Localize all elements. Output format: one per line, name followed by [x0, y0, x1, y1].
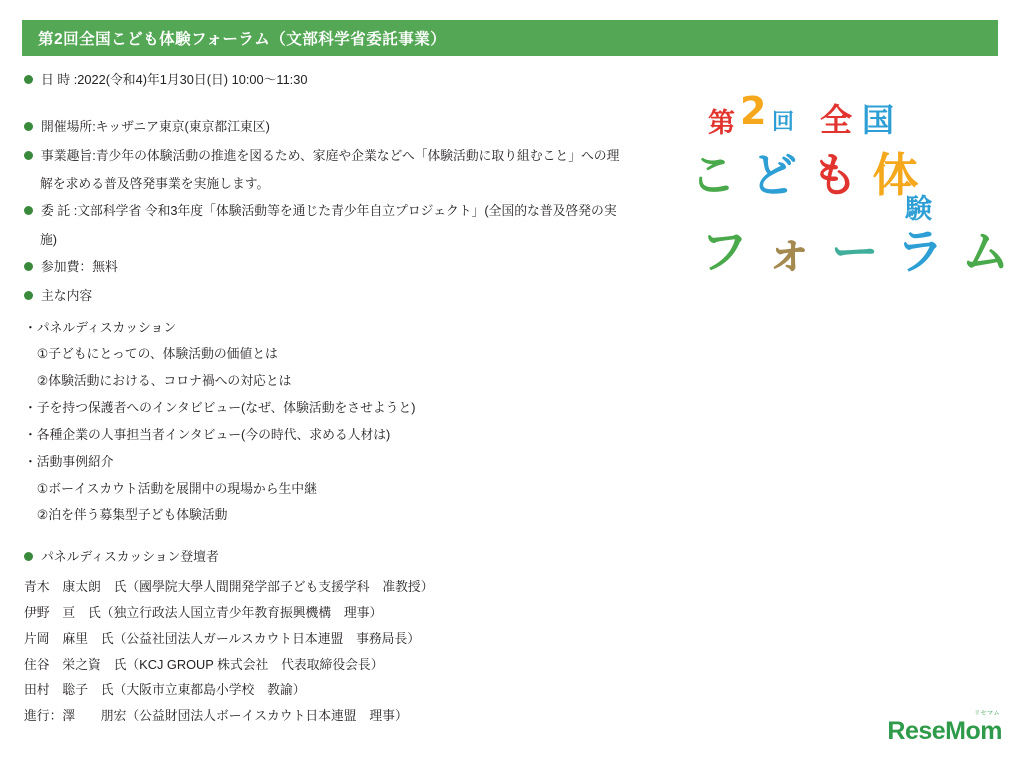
bullet-dot-icon — [24, 291, 33, 300]
bullet-label: 委 託 :文部科学省 令和3年度「体験活動等を通じた青少年自立プロジェクト」(全国的な普及啓発の実 — [41, 203, 617, 219]
bullet-dot-icon — [24, 206, 33, 215]
page-title: 第2回全国こども体験フォーラム（文部科学省委託事業） — [38, 31, 447, 48]
bullet-dot-icon — [24, 262, 33, 271]
header-banner — [22, 20, 998, 56]
list-item: 伊野 亘 氏（独立行政法人国立青少年教育振興機構 理事） — [24, 604, 383, 620]
watermark-part2-text: Mom — [945, 717, 1002, 745]
list-item: 青木 康太朗 氏（國學院大學人間開発学部子ども支援学科 准教授） — [24, 579, 434, 595]
watermark-logo — [887, 711, 1002, 746]
logo-char: こ — [690, 149, 737, 201]
list-item: ・各種企業の人事担当者インタビュー(今の時代、求める人材は) — [24, 426, 391, 442]
bullet-item-commission — [24, 201, 674, 221]
list-item: ・パネルディスカッション — [24, 319, 177, 335]
watermark-subtext: リセマム — [974, 711, 1000, 717]
list-item: 進行：澤 朋宏（公益財団法人ボーイスカウト日本連盟 理事） — [24, 708, 408, 724]
list-item: ①ボーイスカウト活動を展開中の現場から生中継 — [24, 480, 317, 496]
logo-char-koku: 国 — [862, 102, 895, 138]
logo-char: も — [811, 149, 859, 201]
logo-line-3 — [700, 213, 1011, 282]
main-content — [24, 70, 674, 732]
speaker-list — [24, 577, 674, 726]
logo-char-ken: 験 — [905, 194, 932, 224]
panel-speakers-heading — [24, 547, 674, 567]
bullet-label: 開催場所:キッザニア東京(東京都江東区) — [41, 118, 270, 134]
bullet-dot-icon — [24, 122, 33, 131]
logo-char-number: 2 — [740, 89, 767, 133]
logo-char-dai: 第 — [708, 108, 735, 139]
list-item: 片岡 麻里 氏（公益社団法人ガールスカウト日本連盟 事務局長） — [24, 630, 421, 646]
logo-char: ラ — [896, 226, 947, 279]
bullet-item-venue — [24, 117, 674, 137]
list-item: 住谷 栄之資 氏（KCJ GROUP 株式会社 代表取締役会長） — [24, 656, 384, 672]
spacer — [24, 99, 674, 117]
logo-line-1 — [698, 89, 988, 141]
list-item: 田村 聡子 氏（大阪市立東都島小学校 教諭） — [24, 682, 306, 698]
bullet-item-contents — [24, 286, 674, 306]
logo-char: ム — [961, 226, 1012, 279]
list-item: ②泊を伴う募集型子ども体験活動 — [24, 507, 228, 523]
bullet-label: 日 時 :2022(令和4)年1月30日(日) 10:00〜11:30 — [41, 72, 308, 87]
list-item: ①子どもにとっての、体験活動の価値とは — [24, 346, 278, 362]
list-item: ・子を持つ保護者へのインタビビュー(なぜ、体験活動をさせようと) — [24, 400, 416, 416]
bullet-commission-continuation: 施) — [40, 232, 58, 248]
bullet-label: 事業趣旨:青少年の体験活動の推進を図るため、家庭や企業などへ「体験活動に取り組むこと」への理 — [41, 147, 620, 163]
bullet-label: 主な内容 — [41, 287, 93, 303]
bullet-item-datetime — [24, 70, 674, 90]
logo-char: 体 — [872, 149, 920, 201]
panel-heading-label: パネルディスカッション登壇者 — [41, 549, 219, 565]
logo-char: ど — [750, 149, 798, 201]
bullet-dot-icon — [24, 552, 33, 561]
logo-char-kai: 回 — [772, 109, 795, 134]
logo-char: フ — [700, 226, 751, 279]
contents-list — [24, 318, 674, 526]
logo-char-zen: 全 — [820, 102, 853, 138]
bullet-purpose-continuation: 解を求める普及啓発事業を実施します。 — [40, 176, 270, 192]
bullet-label: 参加費：無料 — [41, 258, 118, 274]
watermark-part2 — [945, 711, 1002, 746]
bullet-item-fee — [24, 257, 674, 277]
logo-char: ォ — [765, 226, 816, 279]
logo-line-2 — [690, 139, 990, 201]
bullet-item-purpose — [24, 146, 674, 166]
bullet-dot-icon — [24, 75, 33, 84]
watermark-part1: Rese — [887, 717, 946, 745]
bullet-dot-icon — [24, 151, 33, 160]
logo-char: ー — [830, 226, 881, 279]
list-item: ②体験活動における、コロナ禍への対応とは — [24, 373, 292, 389]
list-item: ・活動事例紹介 — [24, 453, 114, 469]
event-logo — [690, 89, 1012, 325]
